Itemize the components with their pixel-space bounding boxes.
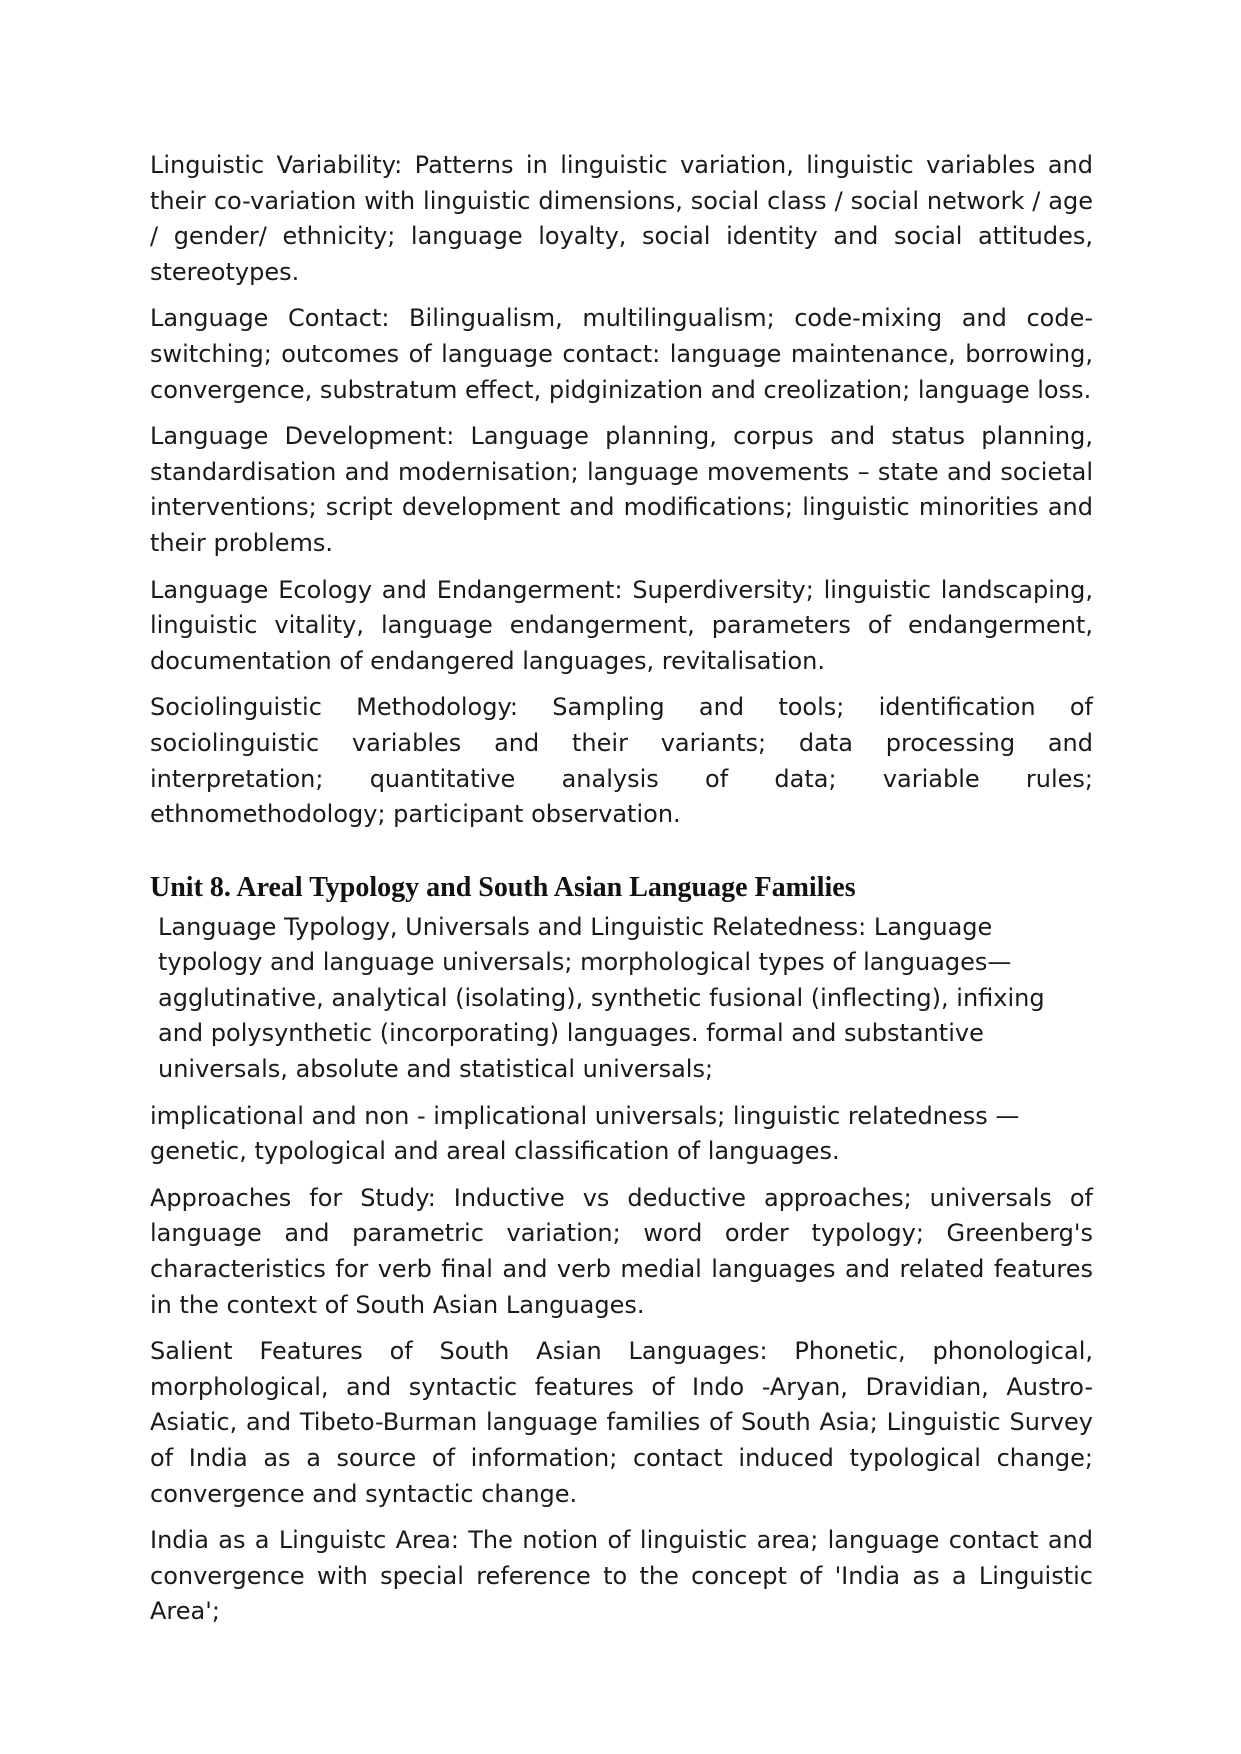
paragraph-language-contact: Language Contact: Bilingualism, multilingualism; code-mixing and code-switching; outcomes of language contact: language maintenance, borrowing, convergence, substratum effect, pidginization and creolization; language loss.	[150, 304, 1093, 404]
paragraph-india-linguistic-area: India as a Linguistc Area: The notion of linguistic area; language contact and convergence with special reference to the concept of 'India as a Linguistic Area';	[150, 1526, 1093, 1626]
paragraph-linguistic-variability: Linguistic Variability: Patterns in linguistic variation, linguistic variables and their co-variation with linguistic dimensions, social class / social network / age / gender/ ethnicity; language loyalty, social identity and social attitudes, stereotypes.	[150, 151, 1093, 286]
paragraph-sociolinguistic-methodology: Sociolinguistic Methodology: Sampling and tools; identification of sociolinguistic variables and their variants; data processing and interpretation; quantitative analysis of data; variable rules; ethnomethodology; participant observation.	[150, 693, 1093, 829]
unit-heading: Unit 8. Areal Typology and South Asian Language Families	[150, 871, 856, 903]
paragraph-language-ecology: Language Ecology and Endangerment: Superdiversity; linguistic landscaping, linguistic vitality, language endangerment, parameters of endangerment, documentation of endangered languages, revitalisation.	[150, 575, 1093, 675]
document-page	[150, 148, 1093, 1641]
paragraph-language-development: Language Development: Language planning, corpus and status planning, standardisation and modernisation; language movements – state and societal interventions; script development and modifications; linguistic minorities and their problems.	[150, 422, 1093, 557]
paragraph-approaches-for-study: Approaches for Study: Inductive vs deductive approaches; universals of language and parametric variation; word order typology; Greenberg's characteristics for verb final and verb medial languages and related features in the context of South Asian Languages.	[150, 1183, 1093, 1319]
paragraph-implicational-universals: implicational and non - implicational universals; linguistic relatedness — genetic, typological and areal classification of languages.	[150, 1101, 1020, 1166]
section-spacer	[150, 844, 1093, 870]
paragraph-salient-features: Salient Features of South Asian Languages: Phonetic, phonological, morphological, and syntactic features of Indo -Aryan, Dravidian, Austro-Asiatic, and Tibeto-Burman language families of South Asia; Linguistic Survey of India as a source of information; contact induced typological change; convergence and syntactic change.	[150, 1337, 1093, 1508]
paragraph-language-typology: Language Typology, Universals and Linguistic Relatedness: Language typology and language universals; morphological types of languages— agglutinative, analytical (isolating), synthetic fusional (inflecting), infixing and polysynthetic (incorporating) languages. formal and substantive universals, absolute and statistical universals;	[158, 912, 1045, 1084]
